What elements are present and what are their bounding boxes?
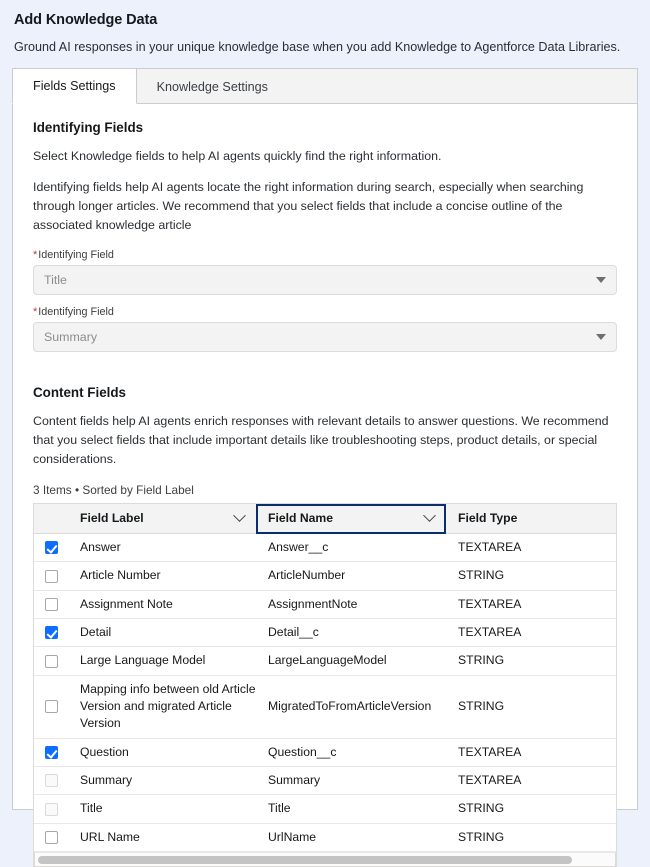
content-fields-table-wrapper — [33, 503, 617, 867]
table-row[interactable] — [34, 767, 616, 795]
cell-field-label: URL Name — [68, 823, 256, 851]
table-body — [34, 534, 616, 852]
cell-field-label: Large Language Model — [68, 647, 256, 675]
identifying-fields-intro: Select Knowledge fields to help AI agents quickly find the right information. — [33, 149, 442, 164]
column-header-field-type-text: Field Type — [458, 511, 518, 526]
row-checkbox-cell — [34, 767, 68, 795]
cell-field-name: Title — [256, 795, 446, 823]
row-checkbox — [45, 803, 58, 816]
identifying-field-1-label — [33, 249, 617, 262]
row-checkbox[interactable] — [45, 541, 58, 554]
modal-subtitle: Ground AI responses in your unique knowledge base when you add Knowledge to Agentforce Data Libraries. — [14, 40, 621, 54]
cell-field-name: UrlName — [256, 823, 446, 851]
table-header — [34, 504, 616, 534]
cell-field-label: Article Number — [68, 562, 256, 590]
cell-field-label: Assignment Note — [68, 590, 256, 618]
cell-field-type: TEXTAREA — [446, 738, 616, 766]
table-row[interactable] — [34, 647, 616, 675]
chevron-down-icon — [596, 277, 606, 283]
cell-field-name: Summary — [256, 767, 446, 795]
cell-field-name: LargeLanguageModel — [256, 647, 446, 675]
horizontal-scrollbar-thumb[interactable] — [38, 856, 572, 864]
row-checkbox-cell — [34, 590, 68, 618]
tab-knowledge-settings[interactable] — [137, 68, 638, 104]
content-fields-description: Content fields help AI agents enrich responses with relevant details to answer questions. We recommend that you select fields that include important details like troubleshooting steps, product details, or special considerations. — [33, 414, 609, 466]
identifying-field-1-select[interactable] — [33, 265, 617, 295]
cell-field-type: TEXTAREA — [446, 590, 616, 618]
horizontal-scrollbar[interactable] — [34, 852, 616, 867]
identifying-field-2-block — [33, 306, 617, 352]
cell-field-type: STRING — [446, 647, 616, 675]
row-checkbox-cell — [34, 795, 68, 823]
table-row[interactable] — [34, 534, 616, 562]
cell-field-label: Mapping info between old Article Version and migrated Article Version — [68, 675, 256, 738]
cell-field-label: Answer — [68, 534, 256, 562]
row-checkbox-cell — [34, 823, 68, 851]
row-checkbox[interactable] — [45, 626, 58, 639]
row-checkbox[interactable] — [45, 655, 58, 668]
list-item-count: 3 Items • Sorted by Field Label — [33, 482, 194, 497]
content-fields-table — [34, 504, 616, 852]
row-checkbox[interactable] — [45, 598, 58, 611]
select-all-header — [34, 504, 68, 534]
column-header-field-label[interactable] — [68, 504, 256, 534]
cell-field-label: Question — [68, 738, 256, 766]
cell-field-type: STRING — [446, 562, 616, 590]
identifying-field-1-value: Title — [44, 272, 67, 287]
row-checkbox — [45, 774, 58, 787]
row-checkbox[interactable] — [45, 746, 58, 759]
cell-field-type: STRING — [446, 675, 616, 738]
row-checkbox[interactable] — [45, 570, 58, 583]
cell-field-name: ArticleNumber — [256, 562, 446, 590]
page-title: Add Knowledge Data — [14, 12, 158, 28]
cell-field-label: Summary — [68, 767, 256, 795]
row-checkbox-cell — [34, 562, 68, 590]
cell-field-name: MigratedToFromArticleVersion — [256, 675, 446, 738]
cell-field-name: Detail__c — [256, 619, 446, 647]
row-checkbox-cell — [34, 534, 68, 562]
table-row[interactable] — [34, 795, 616, 823]
identifying-field-1-label-text: Identifying Field — [38, 248, 114, 261]
column-header-field-label-text: Field Label — [80, 511, 144, 526]
modal-header — [0, 0, 650, 55]
tab-fields-settings[interactable] — [12, 68, 137, 104]
identifying-field-1-block — [33, 249, 617, 295]
identifying-field-2-select[interactable] — [33, 322, 617, 352]
table-header-row — [34, 504, 616, 534]
cell-field-type: TEXTAREA — [446, 619, 616, 647]
table-row[interactable] — [34, 562, 616, 590]
identifying-field-2-label-text: Identifying Field — [38, 305, 114, 318]
cell-field-type: TEXTAREA — [446, 767, 616, 795]
tab-fields-settings-label: Fields Settings — [33, 79, 116, 94]
identifying-fields-heading: Identifying Fields — [33, 120, 144, 136]
table-row[interactable] — [34, 738, 616, 766]
content-fields-heading: Content Fields — [33, 385, 126, 401]
cell-field-type: TEXTAREA — [446, 534, 616, 562]
row-checkbox[interactable] — [45, 700, 58, 713]
fields-settings-panel — [12, 103, 638, 844]
row-checkbox-cell — [34, 675, 68, 738]
table-row[interactable] — [34, 675, 616, 738]
cell-field-label: Title — [68, 795, 256, 823]
row-checkbox[interactable] — [45, 831, 58, 844]
table-row[interactable] — [34, 823, 616, 851]
chevron-down-icon — [233, 510, 246, 523]
cell-field-name: Answer__c — [256, 534, 446, 562]
column-header-field-type[interactable] — [446, 504, 616, 534]
row-checkbox-cell — [34, 738, 68, 766]
row-checkbox-cell — [34, 647, 68, 675]
cell-field-label: Detail — [68, 619, 256, 647]
cell-field-type: STRING — [446, 823, 616, 851]
identifying-field-2-label — [33, 306, 617, 319]
identifying-field-2-value: Summary — [44, 330, 98, 345]
cell-field-name: AssignmentNote — [256, 590, 446, 618]
table-row[interactable] — [34, 590, 616, 618]
required-asterisk: * — [33, 305, 38, 318]
column-header-field-name[interactable] — [256, 504, 446, 534]
row-checkbox-cell — [34, 619, 68, 647]
tab-knowledge-settings-label: Knowledge Settings — [156, 79, 268, 94]
section-spacer — [33, 363, 617, 385]
cell-field-type: STRING — [446, 795, 616, 823]
chevron-down-icon — [596, 334, 606, 340]
chevron-down-icon — [423, 510, 436, 523]
table-row[interactable] — [34, 619, 616, 647]
column-header-field-name-text: Field Name — [268, 511, 334, 526]
cell-field-name: Question__c — [256, 738, 446, 766]
identifying-fields-description: Identifying fields help AI agents locate the right information during search, especially when searching through longer articles. We recommend that you select fields that include a concise outline of the associated knowledge article — [33, 180, 584, 232]
required-asterisk: * — [33, 248, 38, 261]
tab-list — [12, 67, 638, 103]
